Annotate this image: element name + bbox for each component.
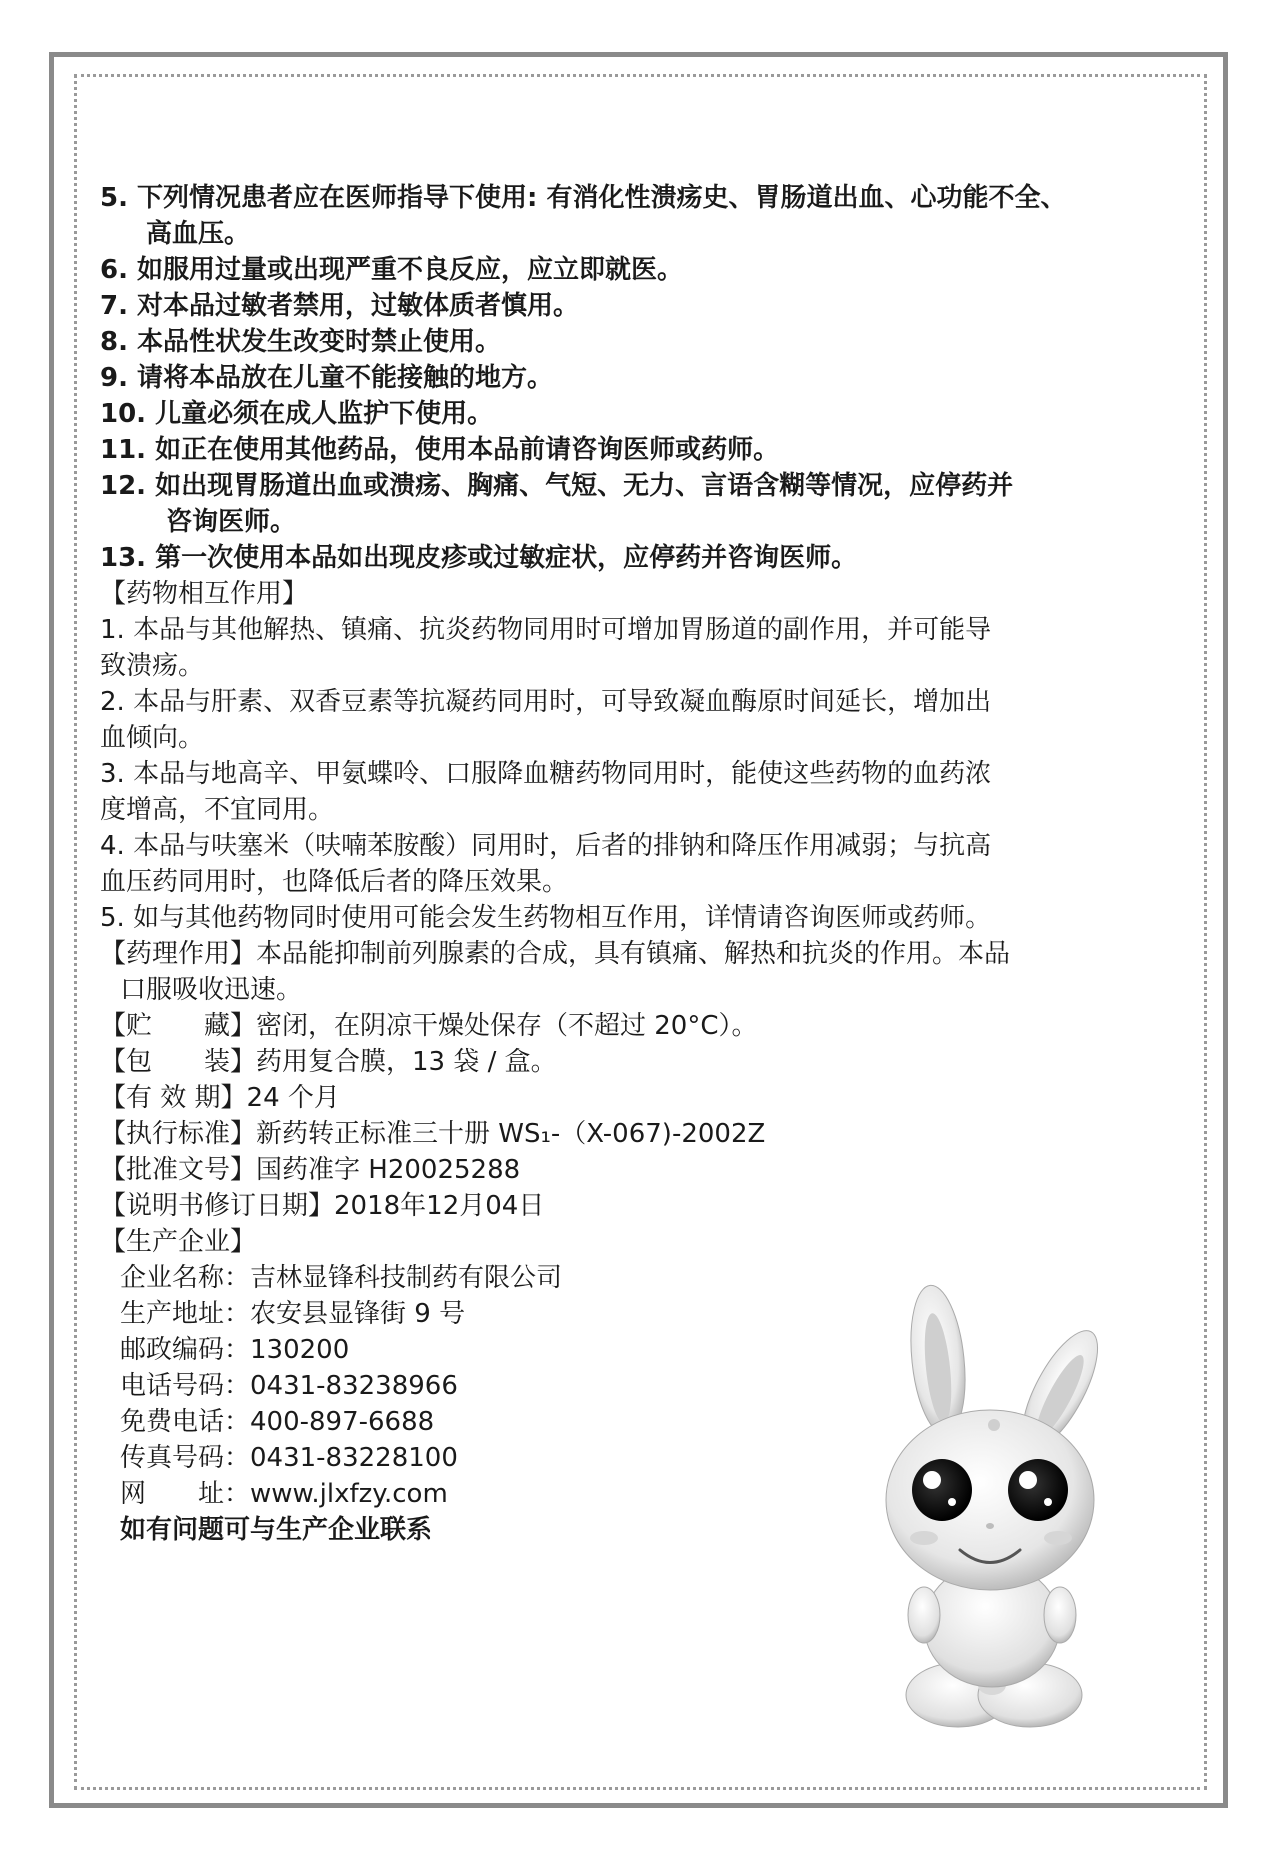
manufacturer-name: 企业名称：吉林显锋科技制药有限公司 xyxy=(120,1263,563,1293)
manufacturer-address: 生产地址：农安县显锋街 9 号 xyxy=(120,1299,466,1329)
precaution-8: 8. 本品性状发生改变时禁止使用。 xyxy=(100,327,502,357)
precaution-12: 12. 如出现胃肠道出血或溃疡、胸痛、气短、无力、言语含糊等情况，应停药并 xyxy=(100,471,1014,501)
interaction-3-cont: 度增高，不宜同用。 xyxy=(100,795,335,825)
storage: 【贮 藏】密闭，在阴凉干燥处保存（不超过 20°C）。 xyxy=(100,1011,758,1041)
precaution-11: 11. 如正在使用其他药品，使用本品前请咨询医师或药师。 xyxy=(100,435,780,465)
manufacturer-fax: 传真号码：0431-83228100 xyxy=(120,1443,458,1473)
standard: 【执行标准】新药转正标准三十册 WS₁-（X-067)-2002Z xyxy=(100,1119,766,1149)
pharmacology-cont: 口服吸收迅速。 xyxy=(120,975,303,1005)
packaging: 【包 装】药用复合膜，13 袋 / 盒。 xyxy=(100,1047,557,1077)
interaction-2-cont: 血倾向。 xyxy=(100,723,205,753)
precaution-9: 9. 请将本品放在儿童不能接触的地方。 xyxy=(100,363,554,393)
manufacturer-website: 网 址：www.jlxfzy.com xyxy=(120,1479,448,1509)
approval-number: 【批准文号】国药准字 H20025288 xyxy=(100,1155,521,1185)
rabbit-mascot-illustration xyxy=(880,1280,1120,1740)
precaution-12-cont: 咨询医师。 xyxy=(166,507,297,537)
interaction-3: 3. 本品与地高辛、甲氨蝶呤、口服降血糖药物同用时，能使这些药物的血药浓 xyxy=(100,759,992,789)
precaution-13: 13. 第一次使用本品如出现皮疹或过敏症状，应停药并咨询医师。 xyxy=(100,543,858,573)
interactions-heading: 【药物相互作用】 xyxy=(100,579,309,609)
contact-note: 如有问题可与生产企业联系 xyxy=(120,1515,433,1545)
manufacturer-postcode: 邮政编码：130200 xyxy=(120,1335,350,1365)
interaction-4: 4. 本品与呋塞米（呋喃苯胺酸）同用时，后者的排钠和降压作用减弱；与抗高 xyxy=(100,831,992,861)
manufacturer-heading: 【生产企业】 xyxy=(100,1227,257,1257)
pharmacology: 【药理作用】本品能抑制前列腺素的合成，具有镇痛、解热和抗炎的作用。本品 xyxy=(100,939,1011,969)
precaution-5: 5. 下列情况患者应在医师指导下使用: 有消化性溃疡史、胃肠道出血、心功能不全、 xyxy=(100,183,1067,213)
manufacturer-phone: 电话号码：0431-83238966 xyxy=(120,1371,458,1401)
interaction-5: 5. 如与其他药物同时使用可能会发生药物相互作用，详情请咨询医师或药师。 xyxy=(100,903,992,933)
validity: 【有 效 期】24 个月 xyxy=(100,1083,340,1113)
precaution-5-cont: 高血压。 xyxy=(146,219,251,249)
manufacturer-free-phone: 免费电话：400-897-6688 xyxy=(120,1407,435,1437)
precaution-6: 6. 如服用过量或出现严重不良反应，应立即就医。 xyxy=(100,255,684,285)
interaction-1: 1. 本品与其他解热、镇痛、抗炎药物同用时可增加胃肠道的副作用，并可能导 xyxy=(100,615,992,645)
precaution-10: 10. 儿童必须在成人监护下使用。 xyxy=(100,399,494,429)
interaction-1-cont: 致溃疡。 xyxy=(100,651,205,681)
interaction-4-cont: 血压药同用时，也降低后者的降压效果。 xyxy=(100,867,569,897)
precaution-7: 7. 对本品过敏者禁用，过敏体质者慎用。 xyxy=(100,291,580,321)
revision-date: 【说明书修订日期】2018年12月04日 xyxy=(100,1191,545,1221)
interaction-2: 2. 本品与肝素、双香豆素等抗凝药同用时，可导致凝血酶原时间延长，增加出 xyxy=(100,687,992,717)
